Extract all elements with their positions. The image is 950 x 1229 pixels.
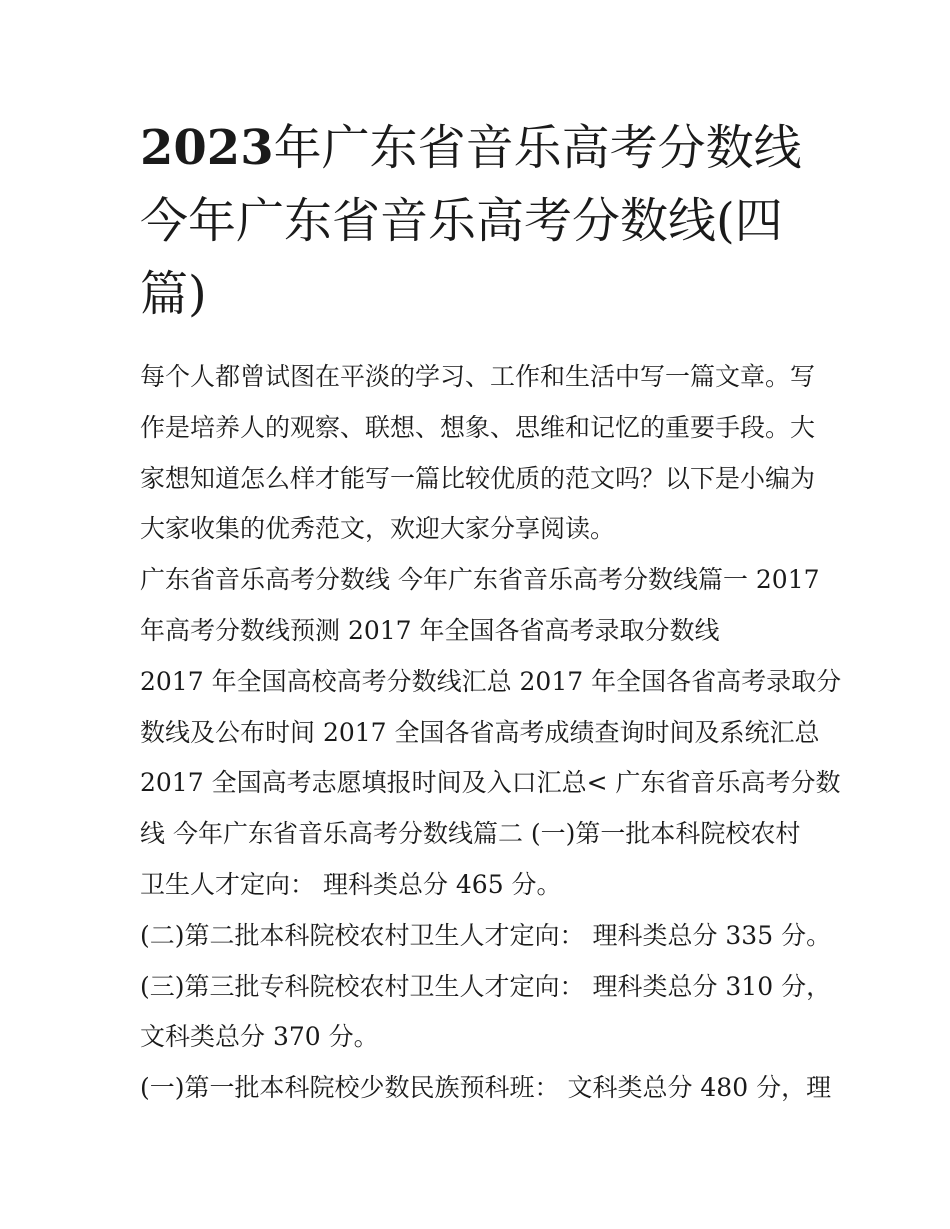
document-title <box>140 112 815 331</box>
text-line: 家想知道怎么样才能写一篇比较优质的范文吗？以下是小编为 <box>140 463 816 493</box>
paragraph-summary <box>140 657 842 911</box>
text-line: (二)第二批本科院校农村卫生人才定向： 理科类总分 335 分。 <box>140 920 832 950</box>
text-line: 每个人都曾试图在平淡的学习、工作和生活中写一篇文章。写 <box>140 362 816 391</box>
title-line-1-text: 年广东省音乐高考分数线 <box>273 120 802 176</box>
text-line: (三)第三批专科院校农村卫生人才定向： 理科类总分 310 分， <box>140 971 832 1001</box>
text-line: 数线及公布时间 2017 全国各省高考成绩查询时间及系统汇总 <box>140 717 820 747</box>
paragraph-minority-prep <box>140 1063 832 1114</box>
text-line: 广东省音乐高考分数线 今年广东省音乐高考分数线篇一 2017 <box>140 565 820 595</box>
paragraph-third-batch <box>140 962 832 1064</box>
paragraph-forecast <box>140 555 820 657</box>
text-line: 作是培养人的观察、联想、想象、思维和记忆的重要手段。大 <box>140 412 816 442</box>
title-line-1 <box>140 112 815 185</box>
text-line: 文科类总分 370 分。 <box>140 1022 379 1052</box>
text-line: 卫生人才定向： 理科类总分 465 分。 <box>140 869 562 899</box>
text-line: 2017 年全国高校高考分数线汇总 2017 年全国各省高考录取分 <box>140 666 842 696</box>
text-line: 线 今年广东省音乐高考分数线篇二 (一)第一批本科院校农村 <box>140 819 801 849</box>
document-body <box>140 352 842 1114</box>
paragraph-second-batch <box>140 911 832 962</box>
title-line-3: 篇) <box>140 266 207 322</box>
text-line: 年高考分数线预测 2017 年全国各省高考录取分数线 <box>140 615 720 645</box>
paragraph-intro <box>140 352 815 555</box>
text-line: 2017 全国高考志愿填报时间及入口汇总< 广东省音乐高考分数 <box>140 768 841 798</box>
document-page <box>140 112 842 1114</box>
title-year: 2023 <box>140 120 274 176</box>
text-line: (一)第一批本科院校少数民族预科班： 文科类总分 480 分，理 <box>140 1073 832 1103</box>
title-line-2: 今年广东省音乐高考分数线(四 <box>140 193 783 249</box>
text-line: 大家收集的优秀范文，欢迎大家分享阅读。 <box>140 514 616 544</box>
